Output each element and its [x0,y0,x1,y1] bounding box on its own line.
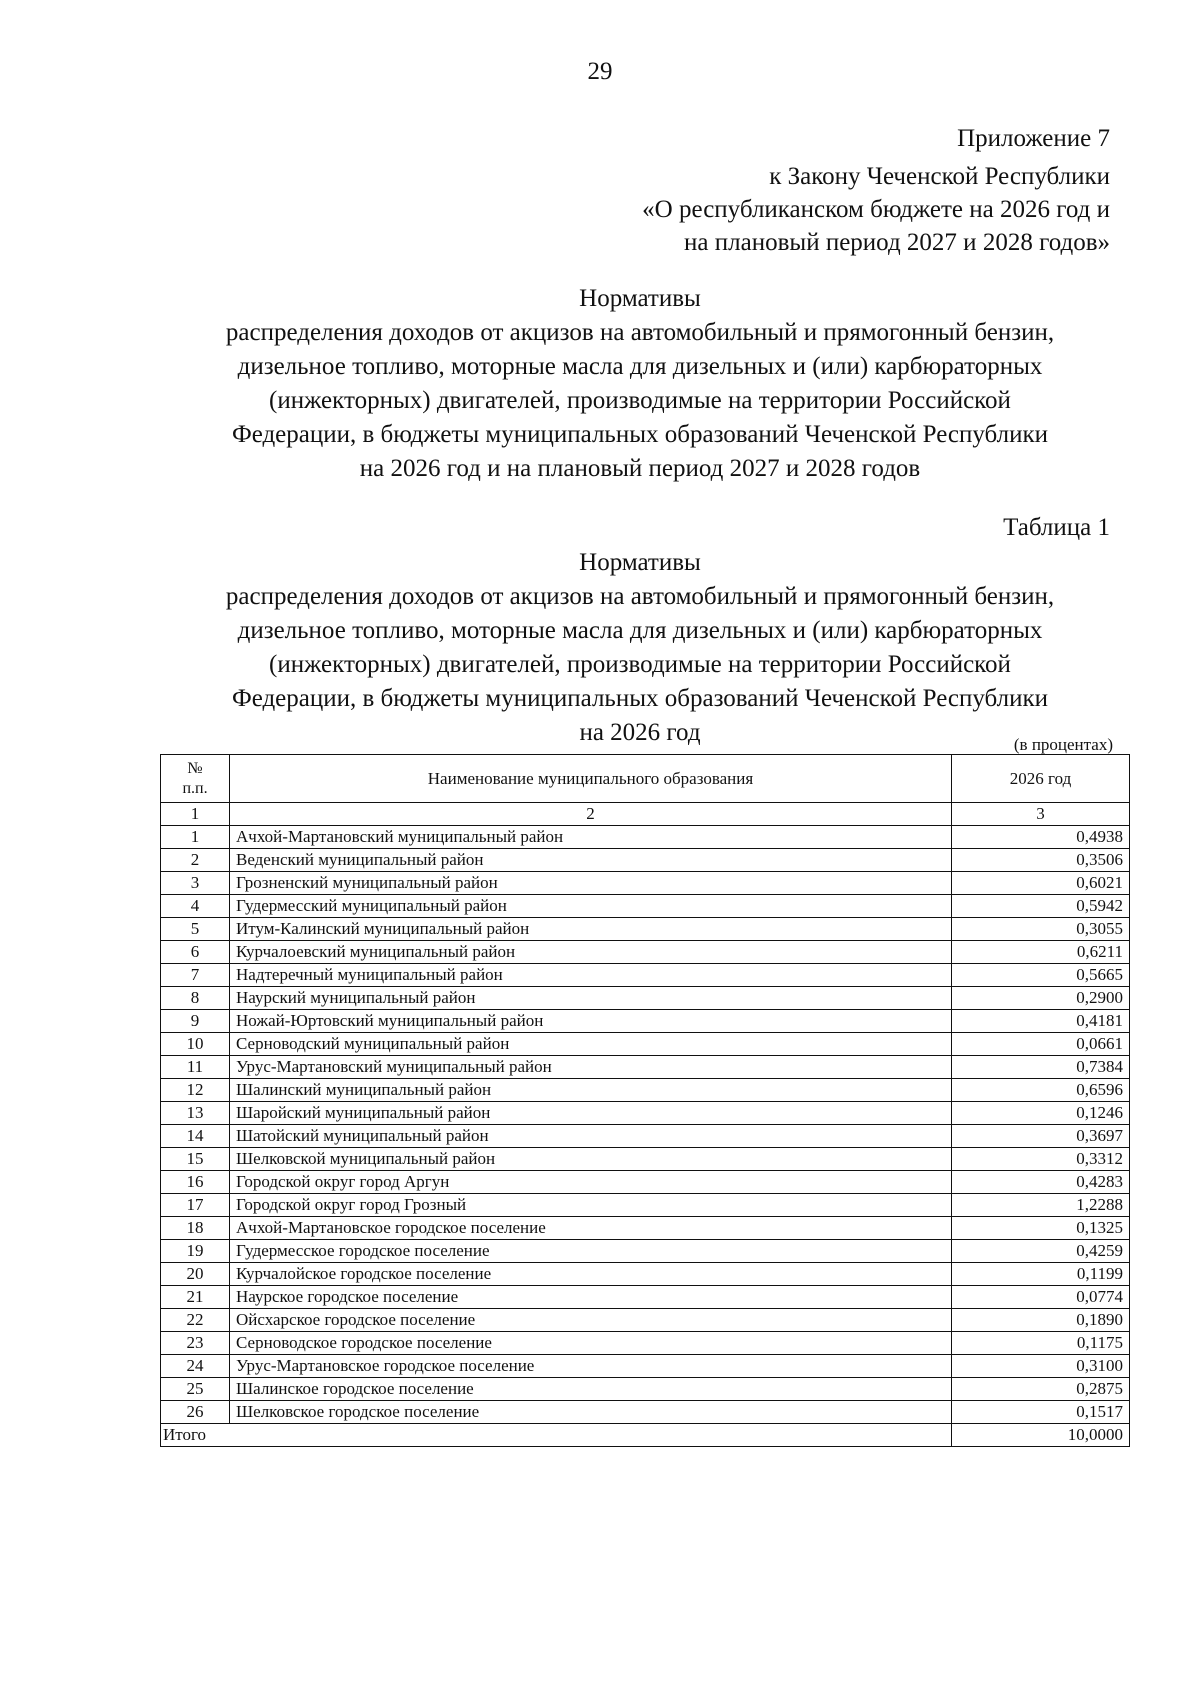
row-number: 6 [161,941,230,964]
row-value: 0,3312 [952,1148,1130,1171]
row-value: 0,2900 [952,987,1130,1010]
row-name: Урус-Мартановское городское поселение [230,1355,952,1378]
row-number: 12 [161,1079,230,1102]
row-number: 5 [161,918,230,941]
main-title-line: Федерации, в бюджеты муниципальных образований Чеченской Республики [231,421,1049,448]
row-value: 0,6596 [952,1079,1130,1102]
table-row [161,1309,1130,1332]
row-number: 24 [161,1355,230,1378]
table-row [161,1378,1130,1401]
row-number: 23 [161,1332,230,1355]
row-name: Наурское городское поселение [230,1286,952,1309]
table-row [161,1217,1130,1240]
table-row [161,1148,1130,1171]
table-title-heading: Нормативы [579,549,701,576]
row-number: 26 [161,1401,230,1424]
page-number: 29 [587,58,613,85]
row-value: 0,5942 [952,895,1130,918]
row-name: Шалинский муниципальный район [230,1079,952,1102]
row-name: Ножай-Юртовский муниципальный район [230,1010,952,1033]
row-name: Шелковское городское поселение [230,1401,952,1424]
row-number: 4 [161,895,230,918]
table-row [161,872,1130,895]
row-value: 0,4259 [952,1240,1130,1263]
row-number: 17 [161,1194,230,1217]
row-name: Гудермесский муниципальный район [230,895,952,918]
header-value: 2026 год [952,755,1130,803]
table-total-row [161,1424,1130,1447]
row-name: Ачхой-Мартановское городское поселение [230,1217,952,1240]
row-name: Грозненский муниципальный район [230,872,952,895]
index-cell: 2 [230,803,952,826]
row-number: 16 [161,1171,230,1194]
main-title-line: дизельное топливо, моторные масла для дизельных и (или) карбюраторных [237,353,1043,380]
row-name: Шалинское городское поселение [230,1378,952,1401]
row-number: 10 [161,1033,230,1056]
table-row [161,1401,1130,1424]
table-row [161,1125,1130,1148]
row-value: 0,2875 [952,1378,1130,1401]
table-title-line: (инжекторных) двигателей, производимые на территории Российской [269,651,1011,678]
row-number: 7 [161,964,230,987]
table-row [161,1263,1130,1286]
row-name: Веденский муниципальный район [230,849,952,872]
row-value: 0,3506 [952,849,1130,872]
row-name: Итум-Калинский муниципальный район [230,918,952,941]
row-number: 15 [161,1148,230,1171]
row-name: Серноводский муниципальный район [230,1033,952,1056]
header-number-line1: № [187,759,203,777]
table-row [161,941,1130,964]
row-name: Надтеречный муниципальный район [230,964,952,987]
table-title-line: Федерации, в бюджеты муниципальных образований Чеченской Республики [231,685,1049,712]
row-name: Шатойский муниципальный район [230,1125,952,1148]
appendix-title: Приложение 7 [957,125,1110,152]
row-value: 0,0661 [952,1033,1130,1056]
main-title [140,282,1140,486]
row-name: Серноводское городское поселение [230,1332,952,1355]
main-title-heading: Нормативы [579,285,701,312]
row-name: Городской округ город Грозный [230,1194,952,1217]
table-row [161,1194,1130,1217]
row-number: 9 [161,1010,230,1033]
row-name: Городской округ город Аргун [230,1171,952,1194]
row-number: 13 [161,1102,230,1125]
row-name: Шелковской муниципальный район [230,1148,952,1171]
row-number: 14 [161,1125,230,1148]
table-title-line: распределения доходов от акцизов на автомобильный и прямогонный бензин, [225,583,1055,610]
row-value: 0,3100 [952,1355,1130,1378]
row-value: 0,0774 [952,1286,1130,1309]
total-label: Итого [161,1424,952,1447]
row-value: 0,1890 [952,1309,1130,1332]
total-value: 10,0000 [952,1424,1130,1447]
table-row [161,1033,1130,1056]
row-number: 1 [161,826,230,849]
appendix-line: «О республиканском бюджете на 2026 год и [642,196,1110,223]
table-title-line: на 2026 год [579,719,701,746]
row-number: 11 [161,1056,230,1079]
row-name: Курчалойское городское поселение [230,1263,952,1286]
row-number: 21 [161,1286,230,1309]
row-value: 0,1325 [952,1217,1130,1240]
main-title-line: (инжекторных) двигателей, производимые на территории Российской [269,387,1011,414]
row-value: 0,1175 [952,1332,1130,1355]
table-row [161,1332,1130,1355]
row-value: 0,4181 [952,1010,1130,1033]
row-name: Ачхой-Мартановский муниципальный район [230,826,952,849]
row-number: 19 [161,1240,230,1263]
table-row [161,849,1130,872]
row-value: 0,7384 [952,1056,1130,1079]
row-number: 20 [161,1263,230,1286]
table-row [161,964,1130,987]
row-name: Курчалоевский муниципальный район [230,941,952,964]
row-number: 22 [161,1309,230,1332]
header-name: Наименование муниципального образования [230,755,952,803]
row-value: 0,6021 [952,872,1130,895]
main-title-line: распределения доходов от акцизов на автомобильный и прямогонный бензин, [225,319,1055,346]
row-number: 8 [161,987,230,1010]
table-header-row [161,755,1130,803]
row-value: 0,6211 [952,941,1130,964]
table-title [140,546,1140,750]
row-number: 3 [161,872,230,895]
table-row [161,1240,1130,1263]
row-number: 2 [161,849,230,872]
row-value: 1,2288 [952,1194,1130,1217]
row-value: 0,1199 [952,1263,1130,1286]
appendix-header [580,122,1110,259]
row-value: 0,1246 [952,1102,1130,1125]
index-cell: 3 [952,803,1130,826]
main-title-line: на 2026 год и на плановый период 2027 и 2028 годов [359,455,921,482]
row-value: 0,1517 [952,1401,1130,1424]
appendix-line: к Закону Чеченской Республики [769,163,1110,190]
table-index-row [161,803,1130,826]
row-name: Гудермесское городское поселение [230,1240,952,1263]
normatives-table [160,754,1130,1447]
table-caption: Таблица 1 [1003,514,1110,541]
row-name: Урус-Мартановский муниципальный район [230,1056,952,1079]
row-number: 25 [161,1378,230,1401]
row-number: 18 [161,1217,230,1240]
units-note: (в процентах) [1013,735,1113,754]
table-row [161,1355,1130,1378]
table-row [161,895,1130,918]
table-row [161,987,1130,1010]
row-value: 0,5665 [952,964,1130,987]
table-row [161,1171,1130,1194]
table-body [161,826,1130,1424]
table-row [161,1079,1130,1102]
row-value: 0,3697 [952,1125,1130,1148]
index-cell: 1 [161,803,230,826]
table-row [161,1286,1130,1309]
row-value: 0,4938 [952,826,1130,849]
row-name: Шаройский муниципальный район [230,1102,952,1125]
row-value: 0,3055 [952,918,1130,941]
table-row [161,1056,1130,1079]
header-number [161,755,230,803]
row-name: Наурский муниципальный район [230,987,952,1010]
row-value: 0,4283 [952,1171,1130,1194]
row-name: Ойсхарское городское поселение [230,1309,952,1332]
appendix-line: на плановый период 2027 и 2028 годов» [684,229,1110,256]
table-title-line: дизельное топливо, моторные масла для дизельных и (или) карбюраторных [237,617,1043,644]
table-row [161,918,1130,941]
header-number-line2: п.п. [182,779,208,797]
table-row [161,1102,1130,1125]
table-row [161,826,1130,849]
table-row [161,1010,1130,1033]
